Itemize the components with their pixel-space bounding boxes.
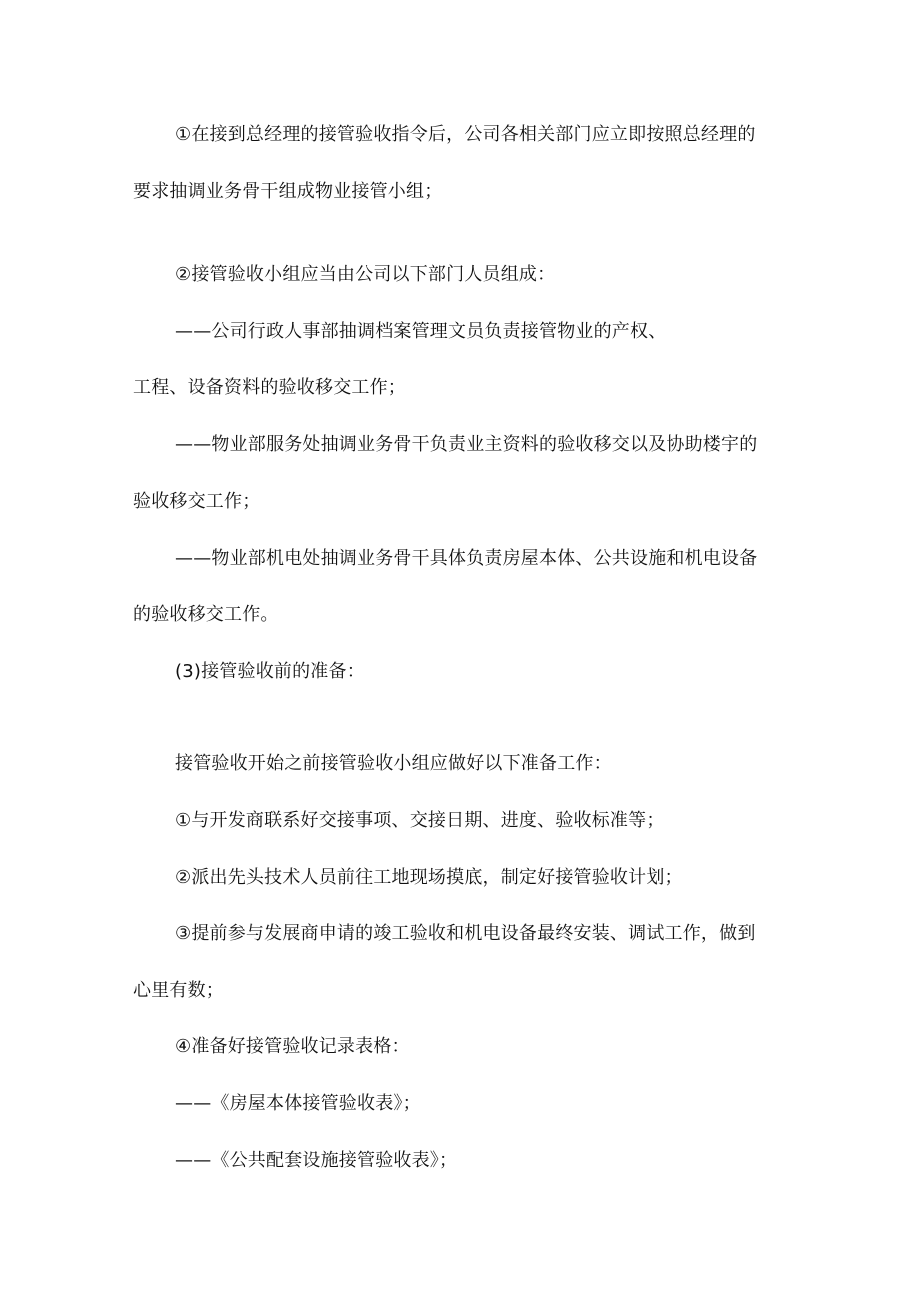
- paragraph-line: ①在接到总经理的接管验收指令后，公司各相关部门应立即按照总经理的: [175, 124, 756, 145]
- paragraph-line: ②派出先头技术人员前往工地现场摸底，制定好接管验收计划；: [175, 867, 683, 888]
- paragraph-line: ——物业部服务处抽调业务骨干负责业主资料的验收移交以及协助楼宇的: [175, 434, 758, 455]
- paragraph-line: ——公司行政人事部抽调档案管理文员负责接管物业的产权、: [175, 321, 667, 342]
- paragraph-line: 的验收移交工作。: [133, 604, 279, 625]
- paragraph-line: 接管验收开始之前接管验收小组应做好以下准备工作：: [175, 753, 612, 774]
- paragraph-line: 工程、设备资料的验收移交工作；: [133, 377, 406, 398]
- paragraph-line: 心里有数；: [133, 980, 224, 1001]
- paragraph-line: 要求抽调业务骨干组成物业接管小组；: [133, 181, 443, 202]
- paragraph-line: ——《房屋本体接管验收表》；: [175, 1093, 421, 1114]
- section-heading: (3)接管验收前的准备：: [175, 661, 365, 682]
- paragraph-line: 验收移交工作；: [133, 491, 261, 512]
- paragraph-line: ①与开发商联系好交接事项、交接日期、进度、验收标准等；: [175, 810, 665, 831]
- paragraph-line: ③提前参与发展商申请的竣工验收和机电设备最终安装、调试工作，做到: [175, 923, 756, 944]
- paragraph-line: ——《公共配套设施接管验收表》；: [175, 1150, 458, 1171]
- paragraph-line: ②接管验收小组应当由公司以下部门人员组成：: [175, 264, 556, 285]
- paragraph-line: ——物业部机电处抽调业务骨干具体负责房屋本体、公共设施和机电设备: [175, 548, 758, 569]
- paragraph-line: ④准备好接管验收记录表格：: [175, 1036, 410, 1057]
